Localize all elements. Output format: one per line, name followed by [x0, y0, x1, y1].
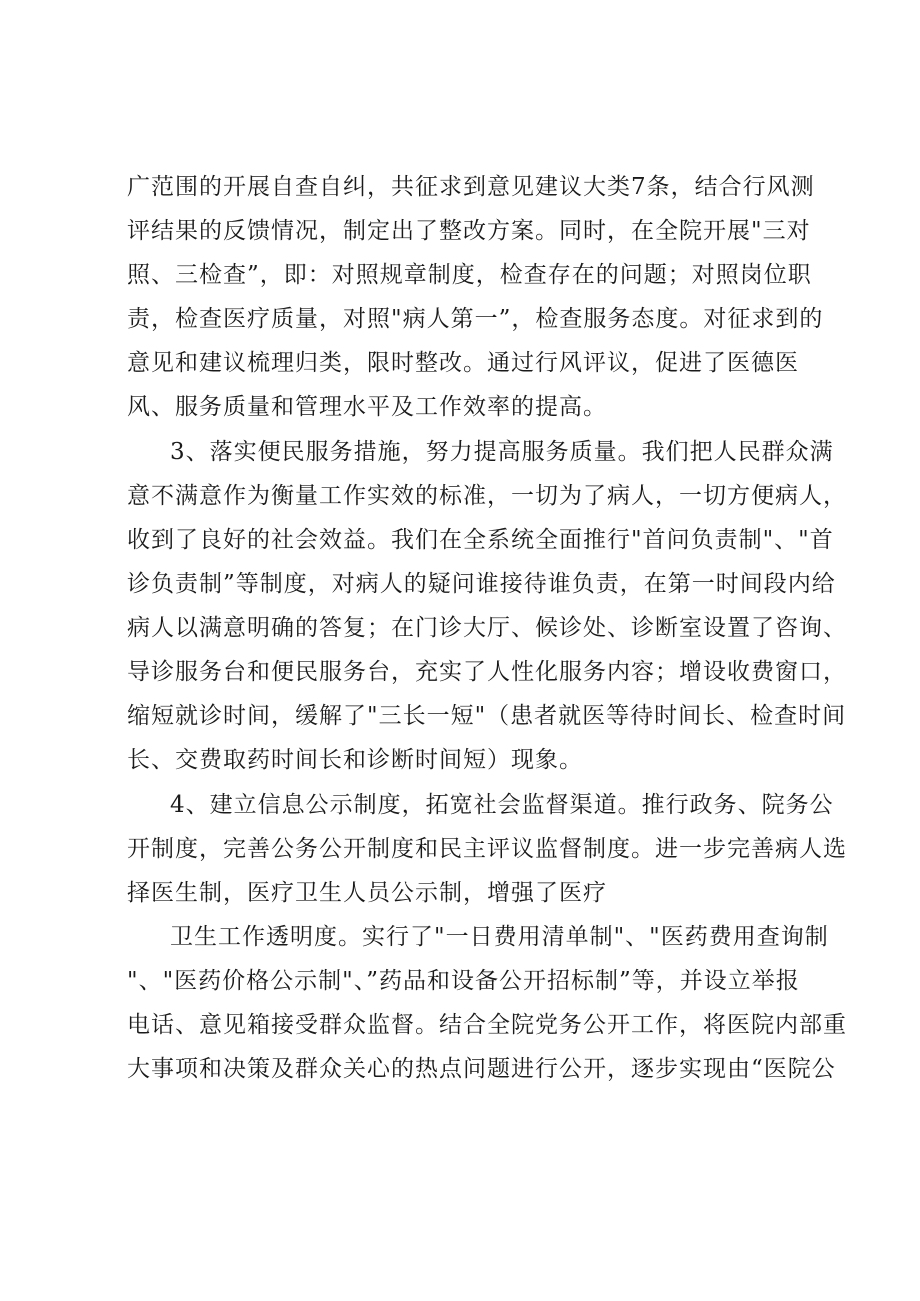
text-line: 照、三检查”，即：对照规章制度，检查存在的问题；对照岗位职 — [127, 262, 812, 288]
text-line: 收到了良好的社会效益。我们在全系统全面推行"首问负责制"、"首 — [127, 527, 834, 553]
text-line: 导诊服务台和便民服务台，充实了人性化服务内容；增设收费窗口， — [127, 659, 847, 685]
text-line: 责，检查医疗质量，对照"病人第一”，检查服务态度。对征求到的 — [127, 306, 824, 332]
text-line: "、"医药价格公示制"、”药品和设备公开招标制”等，并设立举报 — [127, 968, 800, 994]
text-line: 缩短就诊时间，缓解了"三长一短"（患者就医等待时间长、检查时间 — [127, 703, 847, 729]
text-line: 意见和建议梳理归类，限时整改。通过行风评议，促进了医德医 — [127, 350, 799, 376]
text-line: 病人以满意明确的答复；在门诊大厅、候诊处、诊断室设置了咨询、 — [127, 615, 847, 641]
text-line: 大事项和决策及群众关心的热点问题进行公开，逐步实现由“医院公 — [127, 1056, 836, 1082]
text-line: 评结果的反馈情况，制定出了整改方案。同时，在全院开展"三对 — [127, 218, 811, 244]
text-line: 电话、意见箱接受群众监督。结合全院党务公开工作，将医院内部重 — [127, 1012, 847, 1038]
text-line: 意不满意作为衡量工作实效的标准，一切为了病人，一切方便病人， — [127, 483, 847, 509]
text-line: 开制度，完善公务公开制度和民主评议监督制度。进一步完善病人选 — [127, 836, 847, 862]
paragraph-first-line: 4、建立信息公示制度，拓宽社会监督渠道。推行政务、院务公 — [170, 792, 834, 818]
text-line: 长、交费取药时间长和诊断时间短）现象。 — [127, 747, 583, 773]
paragraph-first-line: 卫生工作透明度。实行了"一日费用清单制"、"医药费用查询制 — [170, 924, 829, 950]
text-line: 广范围的开展自查自纠，共征求到意见建议大类7条，结合行风测 — [127, 174, 815, 200]
text-line: 择医生制，医疗卫生人员公示制，增强了医疗 — [127, 880, 607, 906]
text-line: 风、服务质量和管理水平及工作效率的提高。 — [127, 394, 607, 420]
text-line: 诊负责制”等制度，对病人的疑问谁接待谁负责，在第一时间段内给 — [127, 571, 836, 597]
paragraph-first-line: 3、落实便民服务措施，努力提高服务质量。我们把人民群众满 — [170, 439, 834, 465]
